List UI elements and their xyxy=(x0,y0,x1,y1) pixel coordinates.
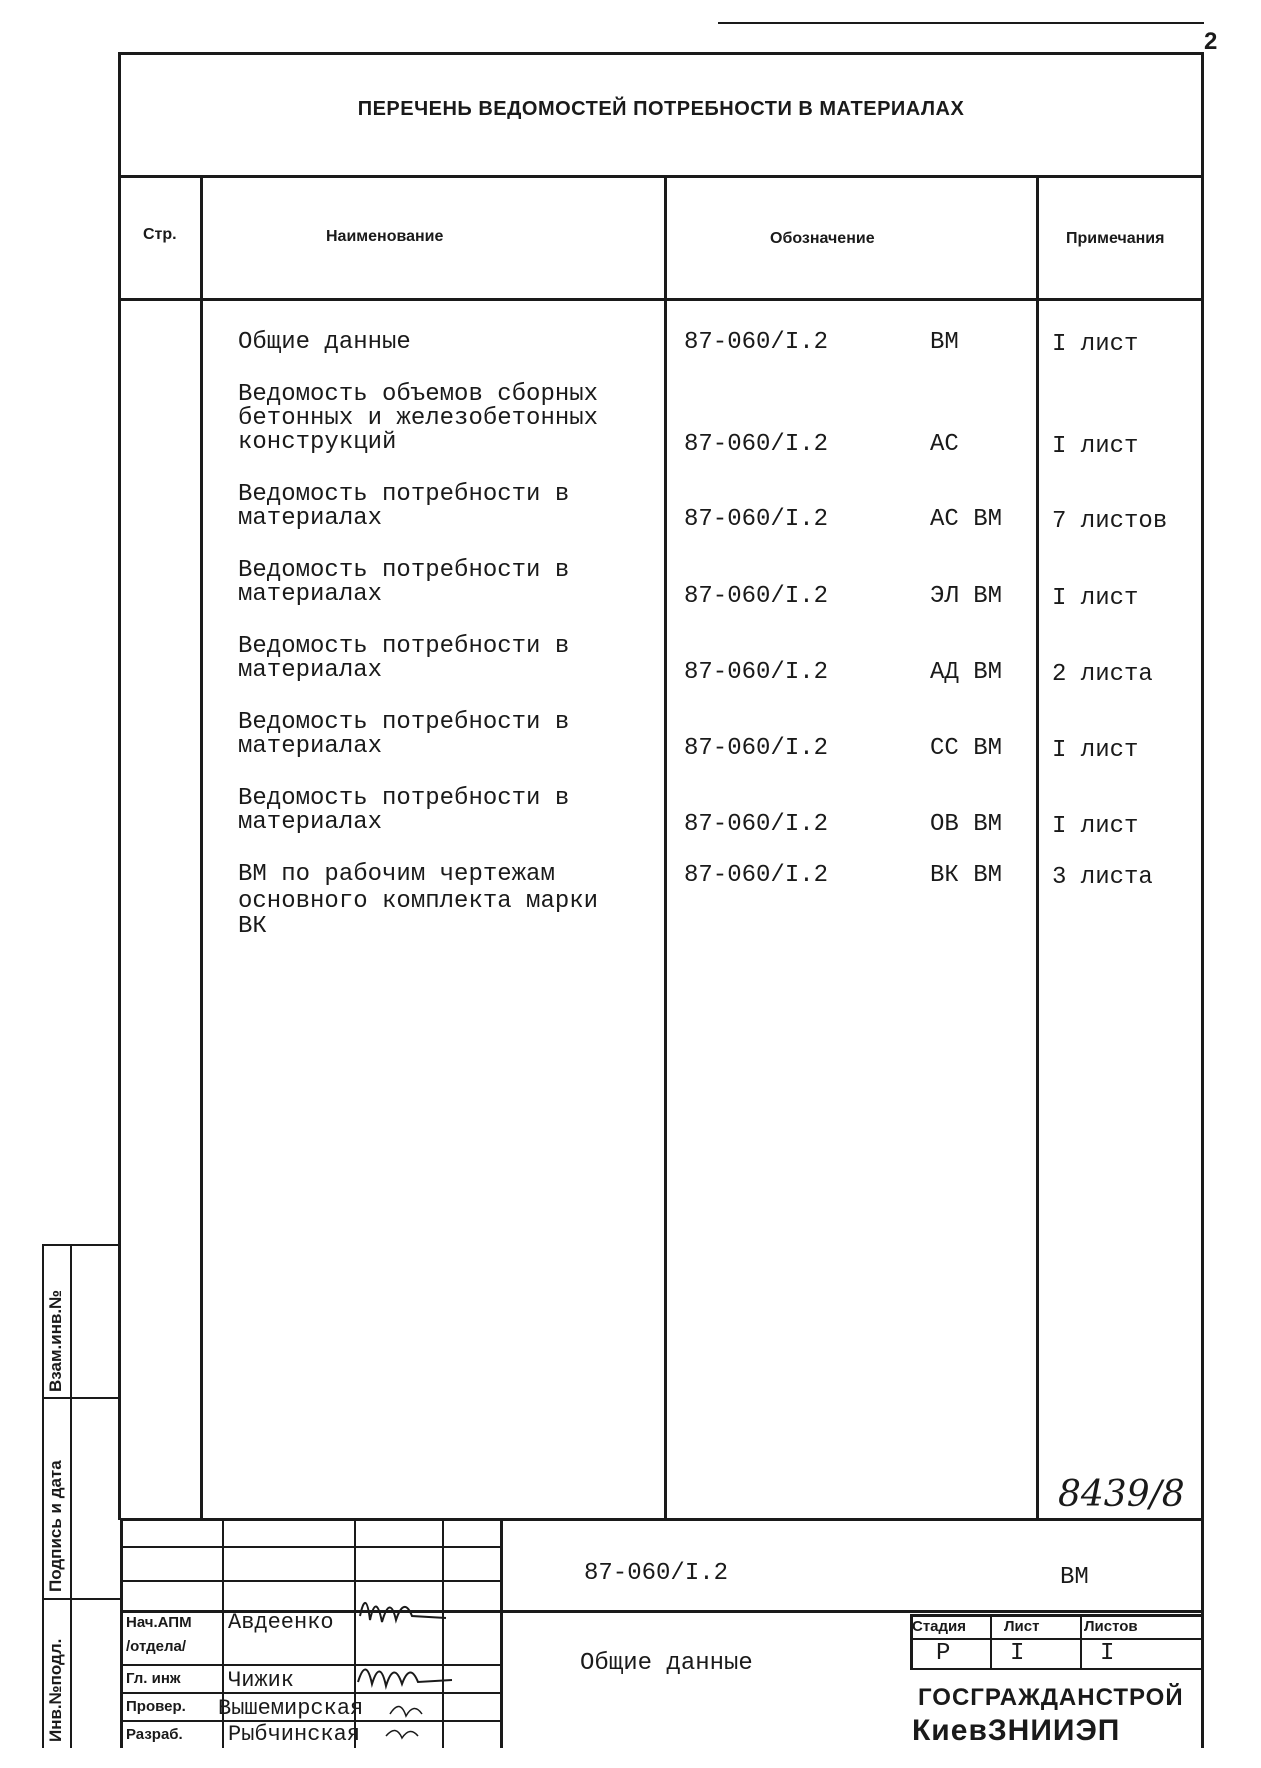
frame-left xyxy=(118,52,121,1520)
row-note: 3 листа xyxy=(1052,864,1153,891)
tb-left xyxy=(120,1518,123,1748)
row-mark: ОВ ВМ xyxy=(930,811,1003,838)
row-name-line: материалах xyxy=(238,733,383,760)
row-name-line: Ведомость потребности в xyxy=(238,481,570,508)
tb-stage-mid xyxy=(910,1638,1204,1640)
row-mark: АС xyxy=(930,431,959,458)
col-header-designation: Обозначение xyxy=(770,230,875,247)
tb-stage: Р xyxy=(936,1640,951,1667)
tb-stage-div-2 xyxy=(1080,1614,1082,1670)
side-stamp-left xyxy=(42,1244,44,1748)
tb-sheets: I xyxy=(1100,1640,1115,1667)
row-mark: ВК ВМ xyxy=(930,862,1003,889)
title-divider xyxy=(118,175,1204,178)
side-stamp-inner xyxy=(70,1244,72,1748)
row-name-line: ВМ по рабочим чертежам xyxy=(238,861,555,888)
row-note: I лист xyxy=(1052,585,1139,612)
tb-sheet-title: Общие данные xyxy=(580,1650,753,1677)
tb-name: Авдеенко xyxy=(228,1610,334,1635)
row-code: 87-060/I.2 xyxy=(684,659,829,686)
row-code: 87-060/I.2 xyxy=(684,431,829,458)
row-name-line: Общие данные xyxy=(238,329,411,356)
tb-mark: ВМ xyxy=(1060,1564,1089,1591)
tb-right xyxy=(1201,1518,1204,1748)
row-note: I лист xyxy=(1052,331,1139,358)
row-name-line: материалах xyxy=(238,505,383,532)
row-code: 87-060/I.2 xyxy=(684,329,829,356)
frame-right xyxy=(1201,52,1204,1520)
row-mark: ЭЛ ВМ xyxy=(930,583,1003,610)
tb-hline-2 xyxy=(120,1580,500,1582)
tb-hline-1 xyxy=(120,1546,500,1548)
tb-stage-label: Стадия xyxy=(912,1618,967,1635)
tb-vdiv-main xyxy=(500,1518,503,1748)
row-code: 87-060/I.2 xyxy=(684,735,829,762)
tb-role: /отдела/ xyxy=(126,1638,187,1655)
row-note: I лист xyxy=(1052,813,1139,840)
row-name-line: Ведомость потребности в xyxy=(238,557,570,584)
side-stamp-div-2 xyxy=(42,1598,120,1600)
row-note: I лист xyxy=(1052,433,1139,460)
row-name-line: материалах xyxy=(238,581,383,608)
row-name-line: бетонных и железобетонных xyxy=(238,405,599,432)
tb-role: Нач.АПМ xyxy=(126,1614,192,1631)
tb-stage-div-1 xyxy=(990,1614,992,1670)
side-label-inv: Инв.№подл. xyxy=(46,1638,65,1742)
document-title: ПЕРЕЧЕНЬ ВЕДОМОСТЕЙ ПОТРЕБНОСТИ В МАТЕРИАЛАХ xyxy=(357,98,965,120)
row-mark: ВМ xyxy=(930,329,959,356)
inventory-number: 8439/8 xyxy=(1058,1474,1185,1515)
row-code: 87-060/I.2 xyxy=(684,583,829,610)
signatures xyxy=(356,1586,476,1746)
col-header-page: Стр. xyxy=(143,226,177,243)
row-name-line: материалах xyxy=(238,809,383,836)
tb-stage-bottom xyxy=(910,1668,1204,1670)
row-name-line: материалах xyxy=(238,657,383,684)
row-mark: АД ВМ xyxy=(930,659,1003,686)
side-stamp-div-1 xyxy=(42,1397,120,1399)
col-header-name: Наименование xyxy=(326,228,444,245)
tb-sheet: I xyxy=(1010,1640,1025,1667)
tb-name: Чижик xyxy=(228,1668,295,1693)
row-code: 87-060/I.2 xyxy=(684,811,829,838)
tb-name: Вышемирская xyxy=(218,1696,364,1721)
header-divider xyxy=(118,298,1204,301)
row-name-line: конструкций xyxy=(238,429,397,456)
row-code: 87-060/I.2 xyxy=(684,862,829,889)
tb-org-line1: ГОСГРАЖДАНСТРОЙ xyxy=(918,1684,1184,1711)
col-divider-1 xyxy=(200,175,203,1520)
tb-sheet-label: Лист xyxy=(1004,1618,1040,1635)
side-stamp-top xyxy=(42,1244,120,1246)
tb-doc-code: 87-060/I.2 xyxy=(584,1560,729,1587)
row-name-line: Ведомость потребности в xyxy=(238,709,570,736)
tb-org-line2: КиевЗНИИЭП xyxy=(912,1714,1121,1747)
tb-top xyxy=(120,1518,1204,1521)
frame-top xyxy=(118,52,1204,55)
row-mark: СС ВМ xyxy=(930,735,1003,762)
col-header-notes: Примечания xyxy=(1066,230,1165,247)
row-name-line: Ведомость объемов сборных xyxy=(238,381,599,408)
row-name-line: Ведомость потребности в xyxy=(238,785,570,812)
tb-name: Рыбчинская xyxy=(228,1722,361,1747)
side-label-podpis: Подпись и дата xyxy=(46,1460,65,1592)
row-name-line: ВК xyxy=(238,913,267,940)
col-divider-2 xyxy=(664,175,667,1520)
row-mark: АС ВМ xyxy=(930,506,1003,533)
tb-stage-top xyxy=(910,1614,1204,1617)
tb-role: Гл. инж xyxy=(126,1670,181,1687)
page-number: 2 xyxy=(1204,28,1218,55)
tb-sheets-label: Листов xyxy=(1084,1618,1138,1635)
row-name-line: Ведомость потребности в xyxy=(238,633,570,660)
top-rule xyxy=(718,22,1204,24)
tb-role: Провер. xyxy=(126,1698,186,1715)
tb-role: Разраб. xyxy=(126,1726,183,1743)
row-name-line: основного комплекта марки xyxy=(238,888,599,915)
row-note: 7 листов xyxy=(1052,508,1168,535)
row-note: I лист xyxy=(1052,737,1139,764)
row-code: 87-060/I.2 xyxy=(684,506,829,533)
side-label-vzam: Взам.инв.№ xyxy=(46,1289,65,1392)
col-divider-3 xyxy=(1036,175,1039,1520)
row-note: 2 листа xyxy=(1052,661,1153,688)
